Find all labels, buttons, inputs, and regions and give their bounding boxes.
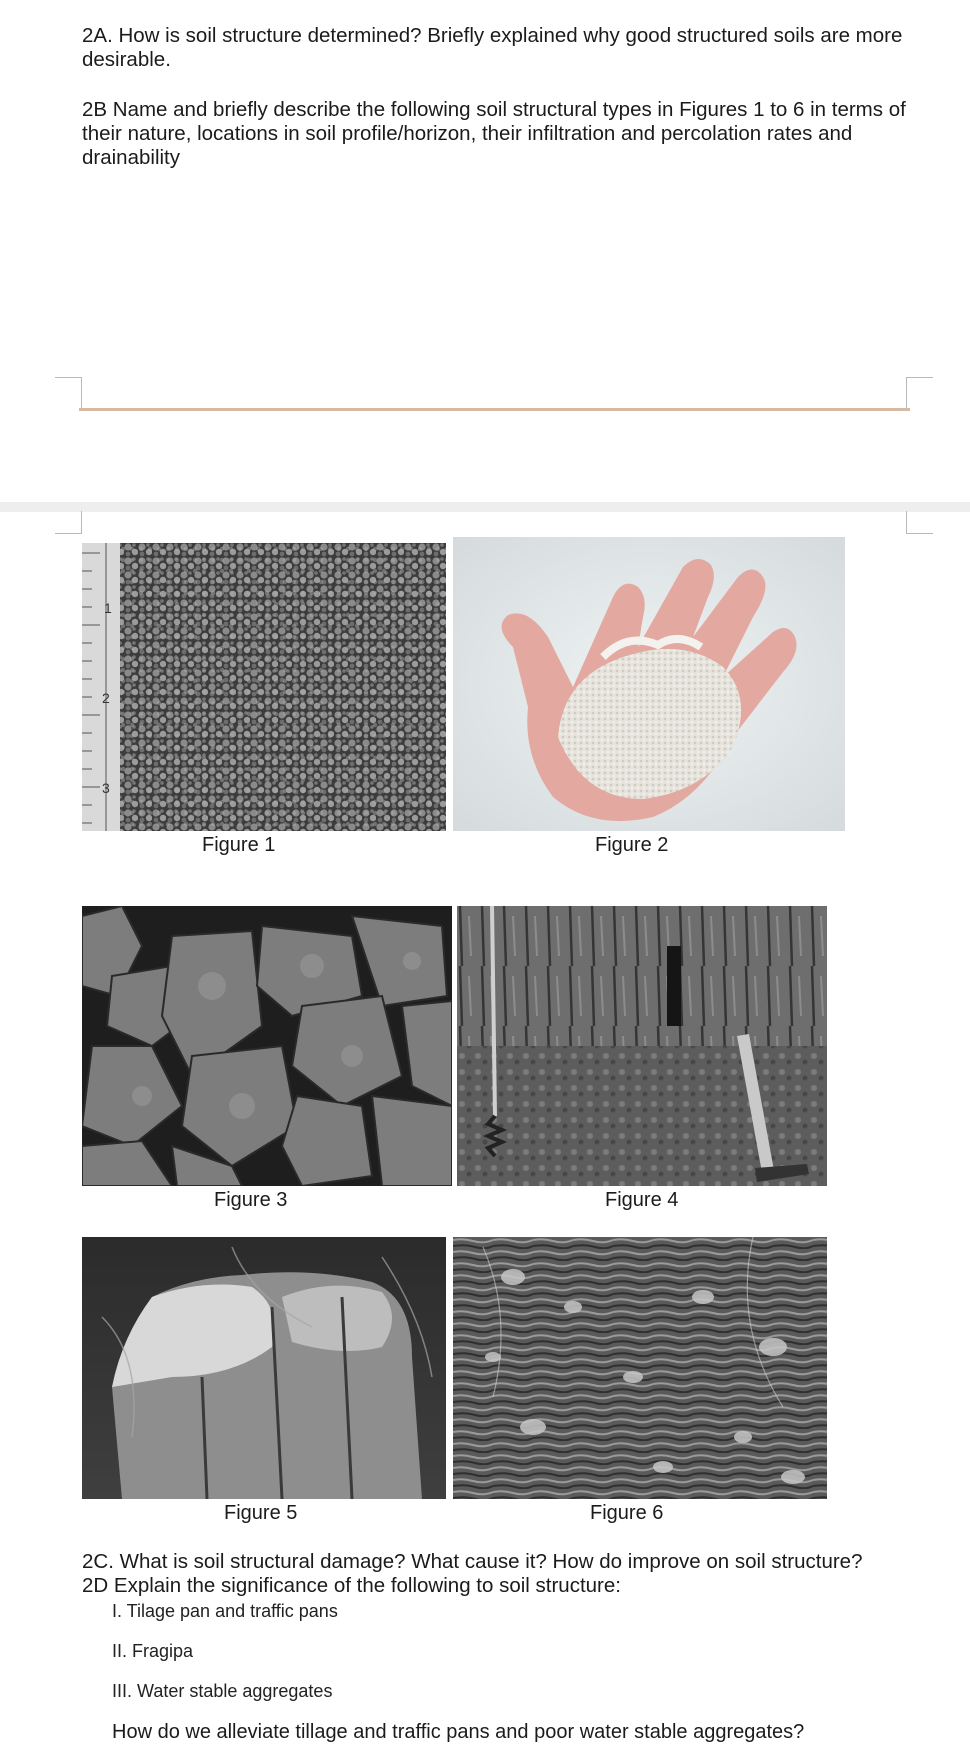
ruler-mark: 2 — [102, 690, 110, 706]
question-2c: 2C. What is soil structural damage? What cause it? How do improve on soil structure? — [82, 1550, 863, 1573]
page-corner-mark — [906, 511, 933, 534]
ruler-mark: 1 — [104, 600, 112, 616]
figure-5-image — [82, 1237, 446, 1499]
list-item: II. Fragipa — [112, 1641, 194, 1661]
figure-2-image — [453, 537, 845, 831]
question-2a: 2A. How is soil structure determined? Briefly explained why good structured soils are more desirable. — [82, 24, 903, 71]
figure-5-caption: Figure 5 — [224, 1502, 298, 1524]
question-2b: 2B Name and briefly describe the following soil structural types in Figures 1 to 6 in terms of their nature, locations in soil profile/horizon, their infiltration and percolation rates and drainability — [82, 98, 906, 169]
page-corner-mark — [55, 511, 82, 534]
page-break — [0, 502, 970, 512]
figure-3-image — [82, 906, 452, 1186]
page-corner-mark — [906, 377, 933, 408]
figure-2-caption: Figure 2 — [595, 834, 669, 856]
figure-3-caption: Figure 3 — [214, 1189, 288, 1211]
horizontal-rule — [79, 408, 910, 411]
list-item: I. Tilage pan and traffic pans — [112, 1601, 338, 1621]
figure-6-caption: Figure 6 — [590, 1502, 664, 1524]
list-item: III. Water stable aggregates — [112, 1681, 333, 1701]
closing-question: How do we alleviate tillage and traffic pans and poor water stable aggregates? — [112, 1721, 805, 1743]
figure-1-caption: Figure 1 — [202, 834, 276, 856]
figure-6-image — [453, 1237, 827, 1499]
page-corner-mark — [55, 377, 82, 408]
figure-4-caption: Figure 4 — [605, 1189, 679, 1211]
figure-4-image — [457, 906, 827, 1186]
figure-1-image — [82, 543, 446, 831]
ruler-mark: 3 — [102, 780, 110, 796]
question-2d: 2D Explain the significance of the following to soil structure: — [82, 1574, 621, 1597]
